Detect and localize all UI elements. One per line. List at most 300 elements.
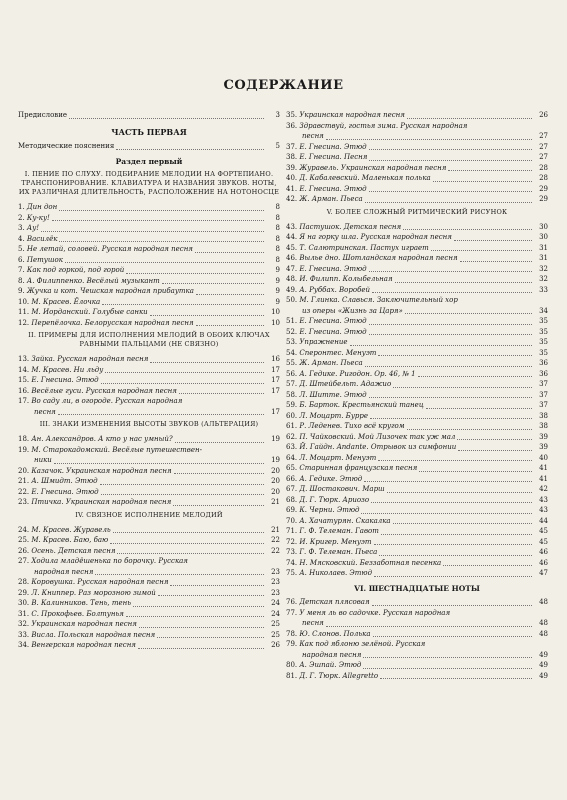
entry-page: 44 xyxy=(539,516,548,525)
toc-entry xyxy=(18,407,280,418)
toc-entry xyxy=(286,671,548,682)
toc-group xyxy=(286,142,548,205)
toc-entry xyxy=(286,442,548,453)
entry-title: Я на горку шла. Русская народная песня xyxy=(299,233,452,241)
entry-page: 21 xyxy=(271,525,280,534)
entry-number: 45. xyxy=(286,243,298,252)
toc-entry xyxy=(286,558,548,569)
entry-number: 19. xyxy=(18,445,30,454)
entry-number: 51. xyxy=(286,317,298,325)
entry-page: 32 xyxy=(539,275,548,283)
toc-entry xyxy=(18,276,280,287)
entry-page: 35 xyxy=(539,338,548,346)
entry-page: 29 xyxy=(539,195,548,203)
entry-number: 57. xyxy=(286,380,298,388)
entry-title: А. Эшпай. Этюд xyxy=(299,661,362,669)
toc-entry xyxy=(286,243,548,254)
entry-page: 19 xyxy=(271,456,280,464)
toc-group xyxy=(286,110,548,121)
entry-title: ники xyxy=(34,456,52,464)
entry-title: М. Красев. Баю, баю xyxy=(31,536,109,544)
entry-page: 49 xyxy=(539,650,548,659)
toc-group xyxy=(18,577,280,651)
entry-title: М. Красев. Журавель xyxy=(31,525,111,534)
toc-entry xyxy=(286,463,548,474)
entry-number: 28. xyxy=(18,578,30,586)
entry-title: Весёлые гуси. Русская народная песня xyxy=(31,386,177,395)
entry-title: Е. Гнесина. Этюд xyxy=(31,376,99,384)
toc-entry xyxy=(18,630,280,641)
toc-entry xyxy=(18,487,280,498)
entry-number: 61. xyxy=(286,422,298,430)
entry-page: 27 xyxy=(539,153,548,161)
entry-page: 40 xyxy=(539,453,548,462)
entry-number: 77. xyxy=(286,608,298,617)
toc-entry xyxy=(286,327,548,338)
toc-entry xyxy=(18,223,280,234)
toc-group xyxy=(286,316,548,579)
entry-number: 41. xyxy=(286,184,298,193)
entry-title: А. Филиппенко. Весёлый музыкант xyxy=(26,276,160,285)
entry-number: 22. xyxy=(18,487,30,496)
entry-page: 37 xyxy=(539,380,548,388)
toc-entry xyxy=(18,354,280,365)
entry-page: 48 xyxy=(539,598,548,606)
entry-title: П. Чайковский. Мой Лизочек так уж мал xyxy=(299,432,456,441)
entry-number: 76. xyxy=(286,598,298,606)
toc-entry xyxy=(18,265,280,276)
entry-page: 19 xyxy=(271,435,280,443)
toc-entry xyxy=(18,619,280,630)
toc-entry xyxy=(18,244,280,255)
toc-entry xyxy=(286,369,548,380)
toc-entry xyxy=(286,152,548,163)
chapter-heading: III. ЗНАКИ ИЗМЕНЕНИЯ ВЫСОТЫ ЗВУКОВ (АЛЬТЕРАЦИЯ) xyxy=(39,420,259,428)
entry-title: Е. Гнесина. Этюд xyxy=(299,142,367,151)
chapter-heading: IV. СВЯЗНОЕ ИСПОЛНЕНИЕ МЕЛОДИЙ xyxy=(75,510,223,519)
toc-entry xyxy=(286,337,548,348)
toc-group xyxy=(18,525,280,557)
entry-title: Венгерская народная песня xyxy=(31,641,136,649)
section-title: Раздел первый xyxy=(115,156,183,166)
entry-page: 38 xyxy=(539,422,548,430)
entry-title: М. Красев. Ни льду xyxy=(31,365,104,374)
entry-number: 78. xyxy=(286,629,298,638)
entry-page: 24 xyxy=(271,599,280,607)
toc-entry xyxy=(18,202,280,213)
entry-title: Украинская народная песня xyxy=(299,111,405,119)
entry-number: 1. xyxy=(18,203,25,211)
toc-entry xyxy=(286,660,548,671)
entry-number: 42. xyxy=(286,195,298,203)
entry-title: Н. Мясковский. Беззаботная песенка xyxy=(299,558,442,567)
toc-entry xyxy=(286,121,548,132)
toc-entry xyxy=(286,400,548,411)
toc-entry xyxy=(286,285,548,296)
toc-entry xyxy=(286,316,548,327)
entry-title: Е. Гнесина. Этюд xyxy=(299,184,367,193)
toc-entry xyxy=(286,379,548,390)
entry-title: М. Иорданский. Голубые санки xyxy=(31,308,148,316)
entry-number: 67. xyxy=(286,485,298,493)
entry-number: 75. xyxy=(286,569,298,577)
entry-number: 17. xyxy=(18,397,30,405)
entry-number: 55. xyxy=(286,359,298,367)
entry-number: 62. xyxy=(286,432,298,441)
toc-entry xyxy=(18,396,280,407)
entry-number: 70. xyxy=(286,516,298,525)
entry-number: 2. xyxy=(18,213,25,222)
entry-number: 38. xyxy=(286,153,298,161)
entry-page: 17 xyxy=(271,376,280,384)
entry-number: 71. xyxy=(286,527,298,535)
toc-entry xyxy=(286,222,548,233)
entry-page: 8 xyxy=(275,224,280,232)
entry-page: 48 xyxy=(539,629,548,638)
entry-number: 8. xyxy=(18,276,25,285)
entry-number: 4. xyxy=(18,234,25,243)
entry-number: 72. xyxy=(286,537,298,546)
entry-number: 27. xyxy=(18,557,30,565)
entry-page: 35 xyxy=(539,348,548,357)
entry-number: 24. xyxy=(18,525,30,534)
entry-title: М. Глинка. Славься. Заключительный хор xyxy=(299,296,458,304)
entry-number: 11. xyxy=(18,308,30,316)
entry-title: Л. Шитте. Этюд xyxy=(299,390,367,399)
entry-title: Е. Гнесина. Этюд xyxy=(299,264,367,273)
entry-number: 68. xyxy=(286,495,298,504)
toc-entry xyxy=(286,295,548,306)
entry-title: Ж. Арман. Пьеса xyxy=(299,195,363,203)
entry-number: 10. xyxy=(18,297,30,306)
toc-entry xyxy=(286,495,548,506)
toc-entry xyxy=(286,131,548,142)
entry-page: 37 xyxy=(539,401,548,409)
toc-entry xyxy=(18,640,280,651)
entry-title: Во саду ли, в огороде. Русская народная xyxy=(31,397,183,405)
toc-entry xyxy=(286,597,548,608)
toc-entry xyxy=(286,629,548,640)
entry-page: 42 xyxy=(539,485,548,493)
entry-page: 23 xyxy=(271,588,280,597)
entry-number: 58. xyxy=(286,390,298,399)
toc-entry xyxy=(18,556,280,567)
toc-entry xyxy=(286,505,548,516)
toc-group xyxy=(18,202,280,328)
entry-number: 30. xyxy=(18,599,30,607)
entry-title: Предисловие xyxy=(18,111,68,119)
entry-page: 43 xyxy=(539,495,548,504)
entry-number: 64. xyxy=(286,453,298,462)
entry-page: 10 xyxy=(271,318,280,327)
entry-title: Перепёлочка. Белорусская народная песня xyxy=(31,318,194,327)
entry-page: 8 xyxy=(275,213,280,222)
entry-number: 3. xyxy=(18,224,25,232)
entry-number: 59. xyxy=(286,401,298,409)
entry-number: 21. xyxy=(18,477,30,485)
entry-page: 9 xyxy=(275,276,280,285)
entry-title: Ау! xyxy=(26,224,40,232)
toc-entry xyxy=(18,286,280,297)
entry-page: 23 xyxy=(271,578,280,586)
entry-title: А. Николаев. Этюд xyxy=(299,569,373,577)
entry-number: 29. xyxy=(18,588,30,597)
entry-number: 80. xyxy=(286,661,298,669)
entry-number: 26. xyxy=(18,546,30,555)
entry-page: 20 xyxy=(271,487,280,496)
toc-entry xyxy=(286,274,548,285)
entry-number: 20. xyxy=(18,466,30,475)
toc-entry xyxy=(286,142,548,153)
toc-entry xyxy=(286,358,548,369)
entry-title: Василёк xyxy=(26,234,58,243)
toc-entry xyxy=(286,194,548,205)
entry-page: 8 xyxy=(275,245,280,253)
entry-number: 31. xyxy=(18,609,30,618)
entry-title: Е. Гнесина. Этюд xyxy=(299,327,367,336)
entry-page: 22 xyxy=(271,536,280,544)
entry-number: 69. xyxy=(286,506,298,514)
toc-entry xyxy=(18,535,280,546)
entry-title: из оперы «Жизнь за Царя» xyxy=(302,306,403,315)
entry-number: 65. xyxy=(286,464,298,472)
toc-entry xyxy=(286,390,548,401)
entry-page: 33 xyxy=(539,285,548,294)
entry-title: Детская плясовая xyxy=(299,598,370,606)
entry-title: Здравствуй, гостья зима. Русская народная xyxy=(299,121,468,130)
entry-title: песня xyxy=(302,132,324,140)
entry-page: 31 xyxy=(539,254,548,262)
entry-title: Птичка. Украинская народная песня xyxy=(31,498,172,506)
entry-title: народная песня xyxy=(302,650,362,659)
entry-page: 17 xyxy=(271,365,280,374)
entry-page: 8 xyxy=(275,234,280,243)
chapter-heading: II. ПРИМЕРЫ ДЛЯ ИСПОЛНЕНИЯ МЕЛОДИЙ В ОБОИХ КЛЮЧАХ РАВНЫМИ ПАЛЬЦАМИ (НЕ СВЯЗНО) xyxy=(28,331,270,348)
toc-entry xyxy=(18,307,280,318)
entry-title: Коровушка. Русская народная песня xyxy=(31,578,169,586)
entry-title: Л. Моцарт. Бурре xyxy=(299,411,368,420)
entry-number: 63. xyxy=(286,443,298,451)
entry-title: Зайка. Русская народная песня xyxy=(31,355,149,363)
entry-number: 53. xyxy=(286,338,298,346)
toc-entry xyxy=(286,264,548,275)
toc-entry xyxy=(18,365,280,376)
entry-page: 9 xyxy=(275,297,280,306)
entry-number: 60. xyxy=(286,411,298,420)
entry-page: 3 xyxy=(275,111,280,119)
entry-page: 45 xyxy=(539,527,548,535)
entry-page: 8 xyxy=(275,203,280,211)
entry-title: Упражнение xyxy=(299,338,348,346)
entry-page: 48 xyxy=(539,619,548,627)
entry-page: 26 xyxy=(271,641,280,649)
entry-title: Петушок xyxy=(26,255,63,264)
entry-title: И. Филипп. Колыбельная xyxy=(299,275,393,283)
entry-page: 41 xyxy=(539,474,548,483)
toc-entry xyxy=(18,466,280,477)
entry-page: 39 xyxy=(539,443,548,451)
entry-page: 34 xyxy=(539,306,548,315)
toc-entry xyxy=(18,375,280,386)
page-title: СОДЕРЖАНИЕ xyxy=(223,78,344,93)
entry-page: 35 xyxy=(539,327,548,336)
entry-page: 36 xyxy=(539,359,548,367)
entry-page: 9 xyxy=(275,287,280,295)
entry-number: 49. xyxy=(286,285,298,294)
entry-page: 10 xyxy=(271,308,280,316)
toc-entry xyxy=(286,306,548,317)
entry-page: 26 xyxy=(539,111,548,119)
entry-page: 17 xyxy=(271,407,280,416)
entry-title: Е. Гнесина. Этюд xyxy=(299,317,367,325)
toc-entry xyxy=(286,474,548,485)
entry-page: 27 xyxy=(539,132,548,140)
toc-entry xyxy=(18,386,280,397)
toc-entry xyxy=(286,173,548,184)
entry-number: 48. xyxy=(286,275,298,283)
entry-title: Как под яблоню зелёной. Русская xyxy=(299,640,426,648)
toc-group xyxy=(286,222,548,296)
entry-title: Л. Моцарт. Менуэт xyxy=(299,453,377,462)
entry-number: 33. xyxy=(18,630,30,639)
entry-number: 66. xyxy=(286,474,298,483)
entry-title: Е. Гнесина. Песня xyxy=(299,153,368,161)
entry-title: народная песня xyxy=(34,567,94,576)
entry-number: 37. xyxy=(286,142,298,151)
entry-title: Е. Гнесина. Этюд xyxy=(31,487,99,496)
toc-entry xyxy=(18,525,280,536)
toc-entry xyxy=(286,232,548,243)
toc-entry xyxy=(18,577,280,588)
entry-title: А. Гедике. Ригодон. Ор. 46, № 1 xyxy=(299,369,416,378)
entry-number: 15. xyxy=(18,376,30,384)
entry-page: 49 xyxy=(539,671,548,680)
entry-title: У меня ль во садочке. Русская народная xyxy=(299,608,451,617)
entry-title: Вылье дно. Шотландская народная песня xyxy=(299,254,458,262)
toc-entry xyxy=(286,608,548,619)
toc-entry xyxy=(18,598,280,609)
entry-title: М. Старокадомский. Весёлые путешествен- xyxy=(31,445,202,454)
entry-number: 81. xyxy=(286,671,298,680)
entry-page: 20 xyxy=(271,477,280,485)
entry-title: А. Хачатурян. Скакалка xyxy=(299,516,391,525)
entry-number: 39. xyxy=(286,163,298,172)
toc-entry xyxy=(18,434,280,445)
toc-entry xyxy=(18,141,280,152)
entry-number: 52. xyxy=(286,327,298,336)
entry-page: 20 xyxy=(271,466,280,475)
entry-page: 32 xyxy=(539,264,548,273)
entry-title: Не летай, соловей. Русская народная песня xyxy=(26,245,193,253)
toc-entry xyxy=(286,348,548,359)
entry-number: 16. xyxy=(18,386,30,395)
entry-page: 47 xyxy=(539,569,548,577)
toc-entry xyxy=(18,213,280,224)
entry-title: Г. Ф. Телеман. Гавот xyxy=(299,527,379,535)
toc-right-column xyxy=(286,110,548,681)
entry-title: Методические пояснения xyxy=(18,142,115,150)
entry-number: 79. xyxy=(286,640,298,648)
toc-entry xyxy=(18,588,280,599)
toc-entry xyxy=(286,618,548,629)
chapter-heading: V. БОЛЕЕ СЛОЖНЫЙ РИТМИЧЕСКИЙ РИСУНОК xyxy=(326,207,508,216)
entry-title: Р. Леденев. Тихо всё кругом xyxy=(299,422,405,430)
entry-title: М. Красев. Ёлочка xyxy=(31,297,101,306)
entry-number: 54. xyxy=(286,348,298,357)
toc-entry xyxy=(286,411,548,422)
chapter-heading: VI. ШЕСТНАДЦАТЫЕ НОТЫ xyxy=(354,583,480,593)
toc-entry xyxy=(18,567,280,578)
toc-left-column xyxy=(18,110,280,651)
entry-title: Старинная французская песня xyxy=(299,464,418,472)
entry-number: 36. xyxy=(286,121,298,130)
entry-page: 41 xyxy=(539,464,548,472)
toc-entry xyxy=(286,547,548,558)
entry-title: Журавель. Украинская народная песня xyxy=(299,163,447,172)
toc-entry xyxy=(286,568,548,579)
entry-page: 28 xyxy=(539,163,548,172)
toc-group xyxy=(18,466,280,508)
entry-title: Как под горкой, под горой xyxy=(26,266,125,274)
entry-page: 35 xyxy=(539,317,548,325)
entry-title: песня xyxy=(302,619,324,627)
entry-number: 46. xyxy=(286,254,298,262)
entry-page: 49 xyxy=(539,661,548,669)
entry-title: И. Кригер. Менуэт xyxy=(299,537,372,546)
toc-entry xyxy=(286,421,548,432)
entry-number: 13. xyxy=(18,355,30,363)
entry-title: Б. Барток. Крестьянский танец xyxy=(299,401,424,409)
entry-number: 40. xyxy=(286,174,298,182)
entry-page: 31 xyxy=(539,243,548,252)
entry-title: Ходила младёшенька по борочку. Русская xyxy=(31,557,188,565)
toc-entry xyxy=(18,297,280,308)
entry-number: 5. xyxy=(18,245,25,253)
entry-title: Т. Салютринская. Пастух играет xyxy=(299,243,429,252)
entry-title: Пастушок. Детская песня xyxy=(299,222,402,231)
toc-entry xyxy=(286,650,548,661)
entry-page: 16 xyxy=(271,355,280,363)
entry-page: 45 xyxy=(539,537,548,546)
entry-title: Д. Штейбельт. Адажио xyxy=(299,380,392,388)
entry-title: Казачок. Украинская народная песня xyxy=(31,466,172,475)
entry-title: В. Калинников. Тень, тень xyxy=(31,599,132,607)
entry-number: 56. xyxy=(286,369,298,378)
toc-entry xyxy=(18,476,280,487)
entry-title: А. Руббах. Воробей xyxy=(299,285,370,294)
toc-entry xyxy=(286,163,548,174)
entry-number: 73. xyxy=(286,548,298,556)
entry-number: 35. xyxy=(286,111,298,119)
entry-page: 23 xyxy=(271,567,280,576)
entry-page: 21 xyxy=(271,498,280,506)
toc-entry xyxy=(286,516,548,527)
entry-title: Дин дон xyxy=(26,203,58,211)
toc-entry xyxy=(18,609,280,620)
entry-number: 18. xyxy=(18,435,30,443)
entry-page: 17 xyxy=(271,386,280,395)
entry-page: 38 xyxy=(539,411,548,420)
entry-number: 14. xyxy=(18,365,30,374)
entry-number: 43. xyxy=(286,222,298,231)
toc-entry xyxy=(286,432,548,443)
entry-page: 5 xyxy=(275,142,280,150)
entry-page: 27 xyxy=(539,142,548,151)
toc-entry xyxy=(286,184,548,195)
entry-title: Осень. Детская песня xyxy=(31,546,116,555)
entry-page: 37 xyxy=(539,390,548,399)
entry-title: А. Шмидт. Этюд xyxy=(31,477,98,485)
